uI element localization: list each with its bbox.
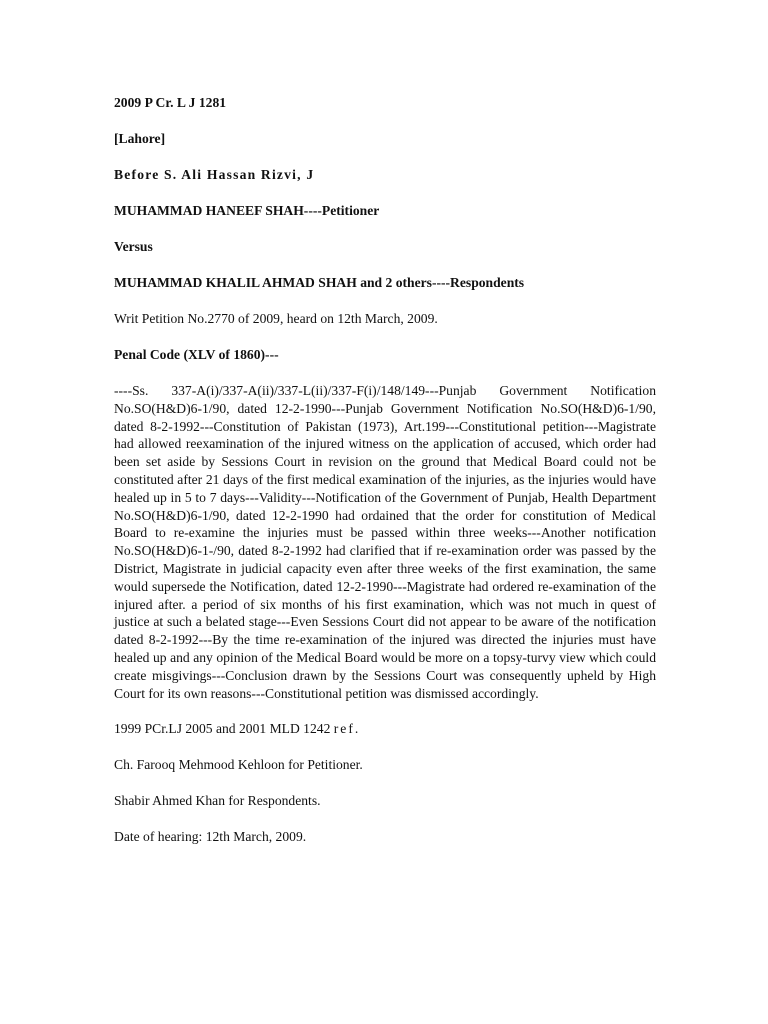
- headnote: ----Ss. 337-A(i)/337-A(ii)/337-L(ii)/337-F(i)/148/149---Punjab Government Notification No.SO(H&D)6-1/90, dated 12-2-1990---Punjab Government Notification No.SO(H&D)6-1/90, dated 8-2-1992---Constitution of Pakistan (1973), Art.199---Constitutional petition---Magistrate had allowed reexamination of the injured witness on the application of accused, which order had been set aside by Sessions Court in revision on the ground that Medical Board could not be constituted after 21 days of the first medical examination of the injuries, as the injuries would have healed up in 5 to 7 days---Validity---Notification of the Government of Punjab, Health Department No.SO(H&D)6-1/90, dated 12-2-1990 had ordained that the order for constitution of Medical Board to re-examine the injuries must be passed within three weeks---Another notification No.SO(H&D)6-1-/90, dated 8-2-1992 had clarified that if re-examination order was passed by the District, Magistrate in judicial capacity even after three weeks of the first examination, the same would supersede the Notification, dated 12-2-1990---Magistrate had ordered re-examination of the injured after. a period of six months of his first examination, which was not much in quest of justice at such a belated stage---Even Sessions Court did not appear to be aware of the notification dated 8-2-1992---By the time re-examination of the injured was directed the injuries must have healed up and any opinion of the Medical Board would be more on a topsy-turvy view which could create misgivings---Conclusion drawn by the Sessions Court was consequently upheld by High Court for its own reasons---Constitutional petition was dismissed accordingly.: [114, 383, 656, 701]
- bench: Before S. Ali Hassan Rizvi, J: [114, 167, 315, 182]
- counsel-petitioner: Ch. Farooq Mehmood Kehloon for Petitioner.: [114, 757, 363, 773]
- document-body: [114, 94, 656, 864]
- versus: Versus: [114, 239, 153, 254]
- petitioner: MUHAMMAD HANEEF SHAH----Petitioner: [114, 203, 380, 218]
- references-suffix: ref.: [333, 721, 361, 737]
- statute-heading: Penal Code (XLV of 1860)---: [114, 347, 279, 362]
- court-name: [Lahore]: [114, 131, 166, 146]
- references: [114, 720, 656, 738]
- case-line: Writ Petition No.2770 of 2009, heard on 12th March, 2009.: [114, 311, 438, 326]
- hearing-date: Date of hearing: 12th March, 2009.: [114, 829, 307, 845]
- counsel-respondents: Shabir Ahmed Khan for Respondents.: [114, 793, 321, 809]
- references-text: 1999 PCr.LJ 2005 and 2001 MLD 1242: [114, 721, 331, 737]
- respondents: MUHAMMAD KHALIL AHMAD SHAH and 2 others----Respondents: [114, 275, 525, 290]
- citation: 2009 P Cr. L J 1281: [114, 95, 227, 110]
